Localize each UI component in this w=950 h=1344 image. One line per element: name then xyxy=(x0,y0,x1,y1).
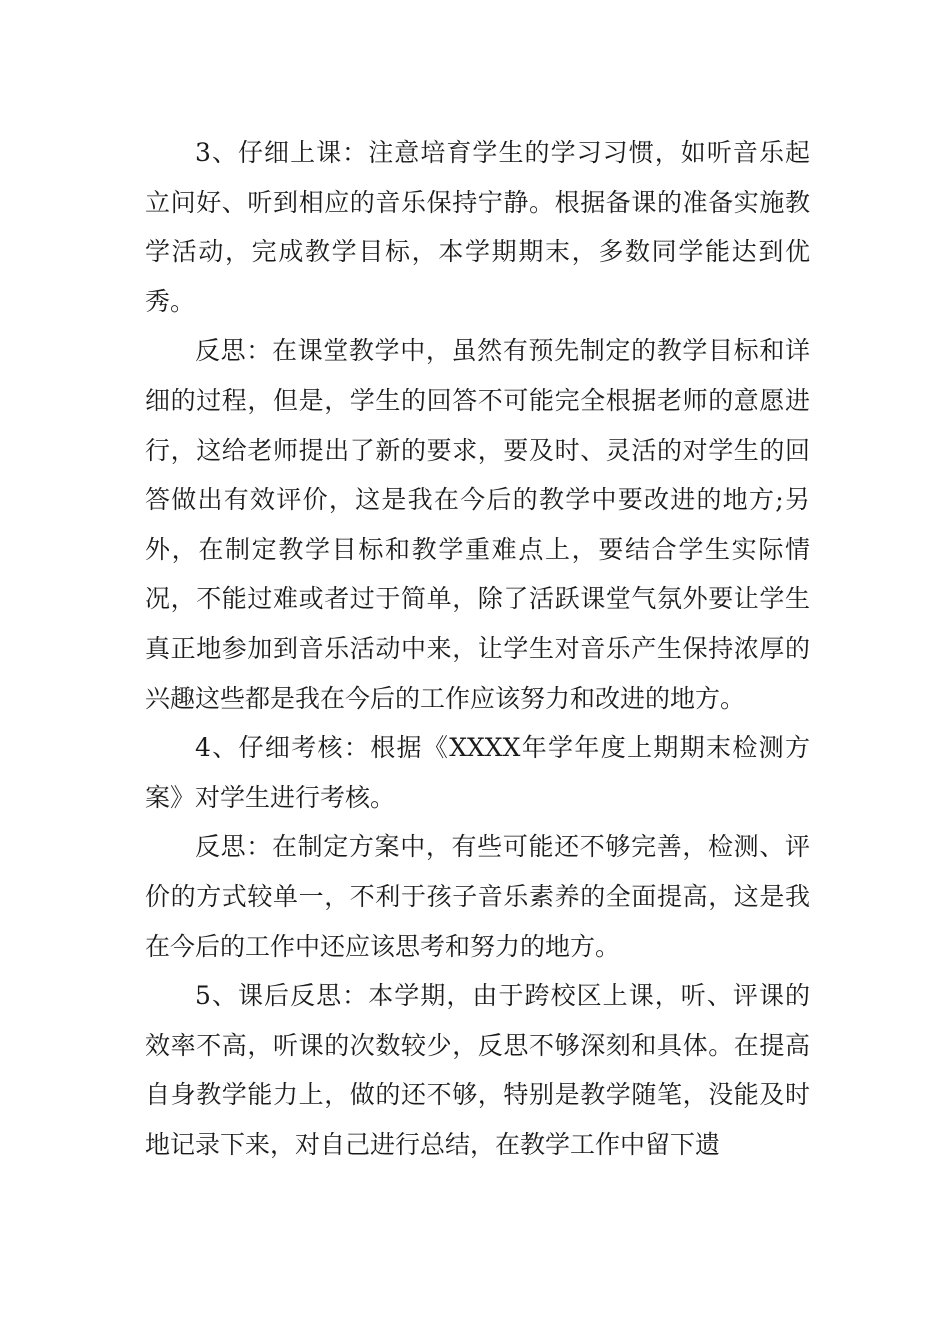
document-body xyxy=(145,128,810,1169)
paragraph-reflection-assessment: 反思：在制定方案中，有些可能还不够完善，检测、评价的方式较单一，不利于孩子音乐素养的全面提高，这是我在今后的工作中还应该思考和努力的地方。 xyxy=(145,832,810,961)
paragraph-reflection-teaching: 反思：在课堂教学中，虽然有预先制定的教学目标和详细的过程，但是，学生的回答不可能完全根据老师的意愿进行，这给老师提出了新的要求，要及时、灵活的对学生的回答做出有效评价，这是我在今后的教学中要改进的地方;另外，在制定教学目标和教学重难点上，要结合学生实际情况，不能过难或者过于简单，除了活跃课堂气氛外要让学生真正地参加到音乐活动中来，让学生对音乐产生保持浓厚的兴趣这些都是我在今后的工作应该努力和改进的地方。 xyxy=(145,336,810,713)
paragraph-after-class-reflection: 5、课后反思：本学期，由于跨校区上课，听、评课的效率不高，听课的次数较少，反思不够深刻和具体。在提高自身教学能力上，做的还不够，特别是教学随笔，没能及时地记录下来，对自己进行总结，在教学工作中留下遗 xyxy=(145,981,810,1159)
paragraph-assessment: 4、仔细考核：根据《XXXX年学年度上期期末检测方案》对学生进行考核。 xyxy=(145,733,810,812)
paragraph-class-teaching: 3、仔细上课：注意培育学生的学习习惯，如听音乐起立问好、听到相应的音乐保持宁静。根据备课的准备实施教学活动，完成教学目标，本学期期末，多数同学能达到优秀。 xyxy=(145,138,810,316)
